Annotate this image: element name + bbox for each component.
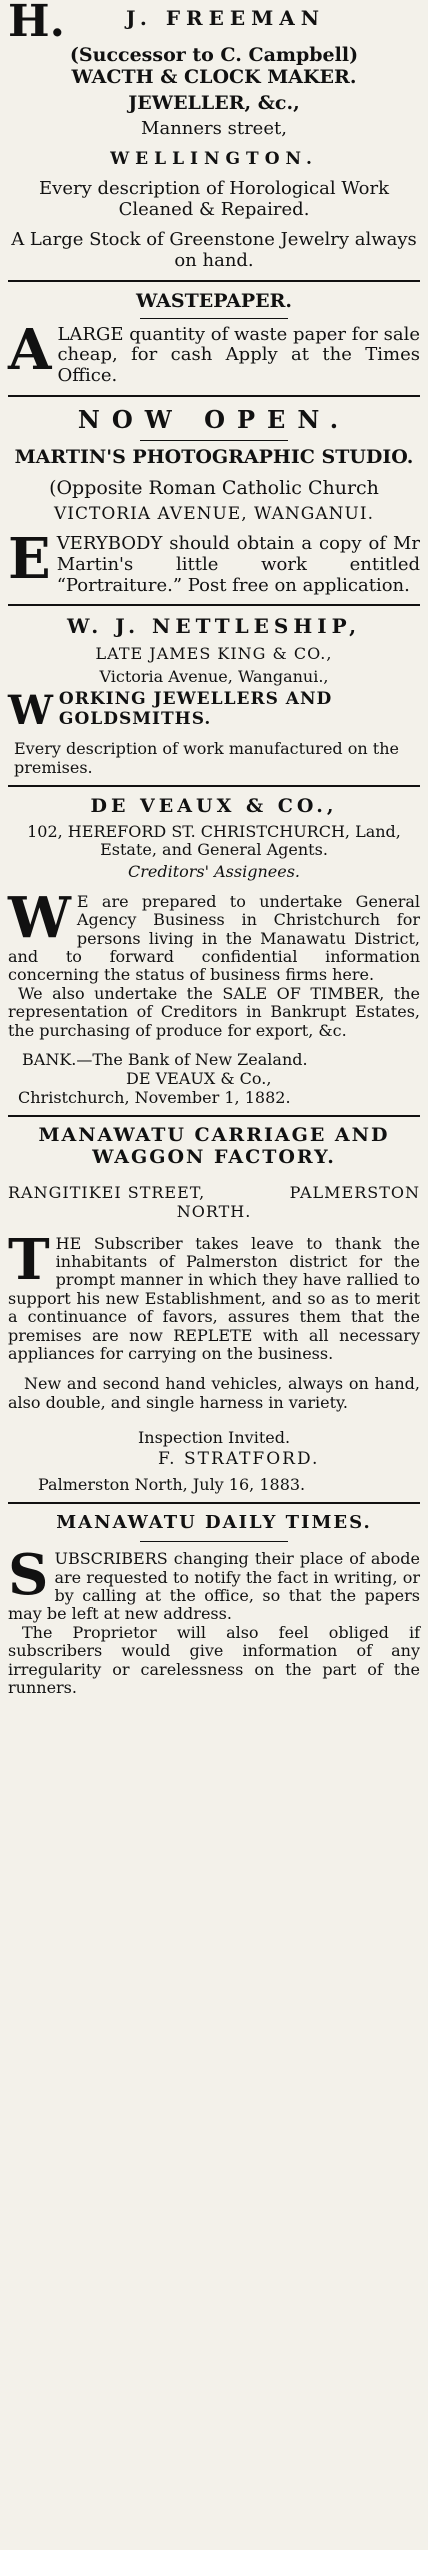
deveaux-advertisement [8,795,420,1107]
deveaux-creditors: Creditors' Assignees. [128,861,300,881]
freeman-jeweller: JEWELLER, &c., [128,92,300,114]
wastepaper-heading: WASTEPAPER. [135,289,293,312]
studio-location: (Opposite Roman Catholic Church [49,476,379,499]
deveaux-drop-initial: W [8,884,71,951]
stratford-body-block [8,1226,420,1364]
freeman-name: J. FREEMAN [126,6,326,30]
studio-body-block [8,526,420,596]
deveaux-dateline: Christchurch, November 1, 1882. [18,1087,291,1107]
divider [8,604,420,606]
times-drop-initial: S [8,1542,49,1609]
deveaux-heading: DE VEAUX & CO., [90,795,338,818]
wastepaper-body-block [8,316,420,387]
studio-body: VERYBODY should obtain a copy of Mr Martin's little work entitled “Portraiture.” Post free on application. [56,533,420,596]
stratford-body1: HE Subscriber takes leave to thank the inhabitants of Palmerston district for the prompt manner in which they have rallied to support his new Establishment, and so as to merit a continuance of favors, assures them that the premises are now REPLETE with all necessary appliances for carrying on the business. [8,1233,420,1363]
freeman-horological: Every description of Horological Work Cleaned & Repaired. [39,178,389,220]
nettleship-heading: W. J. NETTLESHIP, [66,614,362,639]
stratford-dateline: Palmerston North, July 16, 1883. [38,1475,306,1495]
deveaux-signature: DE VEAUX & Co., [126,1068,272,1088]
stratford-heading: MANAWATU CARRIAGE AND WAGGON FACTORY. [38,1123,390,1168]
nettleship-trade: ORKING JEWELLERS AND GOLDSMITHS. [58,689,333,729]
studio-drop-initial: E [8,526,51,593]
times-heading: MANAWATU DAILY TIMES. [56,1512,372,1534]
divider [8,1502,420,1504]
short-rule [140,1541,288,1542]
freeman-greenstone: A Large Stock of Greenstone Jewelry always on hand. [11,229,417,272]
deveaux-body1: E are prepared to undertake General Agency Business in Christchurch for persons living in the Manawatu District, and to forward confidential information concerning the status of business firms here. [8,891,420,985]
martin-studio-advertisement [8,405,420,596]
studio-avenue: VICTORIA AVENUE, WANGANUI. [54,503,374,524]
nettleship-trade-block [8,687,420,735]
stratford-body2: New and second hand vehicles, always on hand, also double, and single harness in variety. [8,1374,420,1412]
freeman-street: Manners street, [141,118,287,139]
freeman-city: WELLINGTON. [110,149,318,169]
divider [8,1115,420,1117]
freeman-initial: H. [8,0,65,47]
deveaux-bank: BANK.—The Bank of New Zealand. [22,1049,308,1069]
stratford-north: NORTH. [176,1201,252,1221]
nettleship-address: Victoria Avenue, Wanganui., [99,667,329,687]
divider [8,395,420,397]
wastepaper-drop-initial: A [8,316,52,383]
times-body1: UBSCRIBERS changing their place of abode are requested to notify the fact in writing, or by calling at the office, so that the papers may be left at new address. [8,1549,420,1624]
times-body2: The Proprietor will also feel obliged if subscribers would give information of any irregularity or carelessness on the part of the runners. [8,1622,420,1697]
deveaux-body-block [8,884,420,985]
divider [8,280,420,282]
short-rule [140,440,288,441]
wastepaper-body: LARGE quantity of waste paper for sale cheap, for cash Apply at the Times Office. [57,323,420,387]
freeman-successor: (Successor to C. Campbell) [69,44,359,66]
deveaux-body2: We also undertake the SALE OF TIMBER, the representation of Creditors in Bankrupt Estates, the purchasing of produce for export, &c. [8,983,420,1040]
nettleship-drop-initial: W [8,687,53,735]
times-body-block [8,1542,420,1624]
studio-name: MARTIN'S PHOTOGRAPHIC STUDIO. [14,445,414,468]
nettleship-late: LATE JAMES KING & CO., [95,644,333,664]
divider [8,785,420,787]
stratford-street-left: RANGITIKEI STREET, [8,1182,206,1202]
short-rule [140,318,288,319]
freeman-advertisement [8,0,420,272]
nettleship-body: Every description of work manufactured on the premises. [14,739,399,777]
nettleship-advertisement [8,614,420,777]
times-advertisement [8,1512,420,1697]
freeman-trade: WACTH & CLOCK MAKER. [71,66,357,88]
wastepaper-advertisement [8,290,420,387]
stratford-street-right: PALMERSTON [289,1182,420,1202]
now-open-heading: NOW OPEN. [77,404,351,434]
stratford-drop-initial: T [8,1226,50,1293]
stratford-street-row [8,1183,420,1202]
stratford-advertisement [8,1125,420,1494]
stratford-signature: F. STRATFORD. [158,1449,320,1470]
deveaux-address: 102, HEREFORD ST. CHRISTCHURCH, Land, Estate, and General Agents. [27,822,401,860]
stratford-invited: Inspection Invited. [137,1428,291,1448]
